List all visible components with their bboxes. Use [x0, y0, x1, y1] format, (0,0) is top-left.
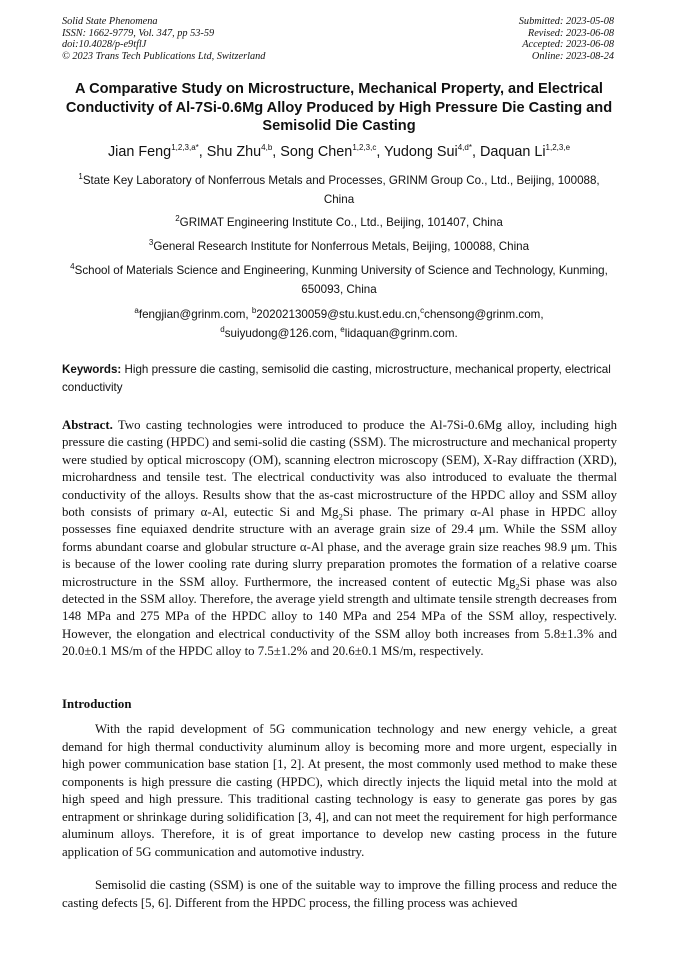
subscript: 2	[338, 511, 343, 522]
author-affiliation-marker: 4,d*	[457, 143, 472, 153]
affiliation-marker: 2	[175, 214, 180, 224]
online-date: Online: 2023-08-24	[531, 50, 614, 62]
email[interactable]: 20202130059@stu.kust.edu.cn,	[256, 308, 421, 321]
affiliation-2	[62, 214, 616, 233]
author-affiliation-marker: 4,b	[261, 143, 273, 153]
email[interactable]: lidaquan@grinm.com.	[344, 326, 458, 340]
affiliation-marker: 1	[78, 172, 83, 182]
dates-info	[519, 16, 614, 62]
email-marker: d	[220, 324, 225, 334]
accepted-date: Accepted: 2023-06-08	[522, 39, 614, 51]
abstract-label: Abstract.	[62, 418, 113, 432]
author-name: Shu Zhu	[206, 144, 262, 160]
author-list: Jian Feng$^{1,2,3,a*}$, Shu Zhu$^{4,b}$, Song Chen$^{1,2,3,c}$, Yudong Sui$^{4,d*}$, Daquan Li$^{1,2,3,e}$	[107, 143, 571, 160]
keywords-label: Keywords:	[62, 363, 122, 376]
journal-info	[62, 16, 265, 62]
email-marker: c	[420, 306, 425, 316]
journal-name: Solid State Phenomena	[62, 16, 158, 27]
abstract-text: Si phase was also detected in the SSM alloy. Therefore, the average yield strength and ultimate tensile strength decreases from 148 MPa and 275 MPa of the HPDC alloy to 140 MPa and 254 MPa of the SSM alloy, respectively. However, the elongation and electrical conductivity of the SSM alloy both increases from 5.8±1.3% and 20.0±0.1 MS/m of the HPDC alloy to 7.5±1.2% and 20.6±0.1 MS/m, respectively.	[62, 574, 618, 659]
email[interactable]: chensong@grinm.com,	[424, 308, 544, 321]
keywords	[62, 361, 617, 397]
affiliation-text: School of Materials Science and Engineering, Kunming University of Science and Technology, Kunming, 650093, China	[74, 264, 608, 296]
affiliation-text: General Research Institute for Nonferrous Metals, Beijing, 100088, China	[153, 240, 530, 253]
affiliation-3	[62, 238, 616, 257]
email[interactable]: fengjian@grinm.com,	[138, 308, 252, 321]
email-marker: b	[251, 306, 257, 316]
author-name: Daquan Li	[479, 144, 546, 160]
subscript: 2	[515, 581, 520, 592]
section-heading: Introduction	[62, 697, 132, 711]
affiliation-1	[62, 172, 616, 209]
submitted-date: Submitted: 2023-05-08	[518, 16, 614, 27]
affiliation-text: State Key Laboratory of Nonferrous Metals and Processes, GRINM Group Co., Ltd., Beijing, 100088, China	[82, 174, 600, 206]
email-list	[62, 306, 616, 343]
affiliation-marker: 4	[70, 262, 75, 272]
author-affiliation-marker: 1,2,3,e	[545, 143, 571, 153]
abstract	[62, 417, 617, 661]
author-affiliation-marker: 1,2,3,a*	[171, 143, 199, 153]
affiliation-text: GRIMAT Engineering Institute Co., Ltd., Beijing, 101407, China	[179, 216, 503, 229]
affiliation-4	[62, 262, 616, 299]
revised-date: Revised: 2023-06-08	[527, 27, 614, 39]
email-marker: e	[340, 324, 345, 334]
body-paragraph: Semisolid die casting (SSM) is one of the suitable way to improve the filling process and reduce the casting defects [5, 6]. Different from the HPDC process, the filling process was achieved	[62, 878, 617, 910]
keywords-text: High pressure die casting, semisolid die casting, microstructure, mechanical property, electrical conductivity	[62, 363, 611, 395]
author-affiliation-marker: 1,2,3,c	[352, 143, 377, 153]
author-name: Song Chen	[280, 144, 353, 160]
issn-volume: ISSN: 1662-9779, Vol. 347, pp 53-59	[62, 27, 215, 39]
copyright: © 2023 Trans Tech Publications Ltd, Switzerland	[62, 50, 266, 62]
email-marker: a	[134, 306, 139, 316]
body-paragraph: With the rapid development of 5G communication technology and new energy vehicle, a great demand for high thermal conductivity aluminum alloy is becoming more and more urgent, especially in high power communication base station [1, 2]. At present, the most commonly used method to make these components is high pressure die casting (HPDC), which directly injects the liquid metal into the mold at high speed and high pressure. This traditional casting technology is easy to generate gas pores by gas entrapment or shrinkage during solidification [3, 4], and can not meet the requirement for high performance aluminum alloys. Therefore, it is of great importance to develop new casting process in the future application of 5G communication and automotive industry.	[62, 722, 617, 859]
affiliation-marker: 3	[148, 238, 154, 248]
abstract-text: Two casting technologies were introduced to produce the Al-7Si-0.6Mg alloy, including high pressure die casting (HPDC) and semi-solid die casting (SSM). The microstructure and mechanical property were studied by optical microscopy (OM), scanning electron microscopy (SEM), X-Ray diffraction (XRD), microhardness and tensile test. The electrical conductivity was also introduced to evaluate the thermal conductivity of the alloys. Results show that the as-cast microstructure of the HPDC alloy and SSM alloy both consists of primary α-Al, eutectic Si and Mg	[62, 418, 617, 520]
doi[interactable]: doi:10.4028/p-e9tflJ	[62, 39, 147, 51]
email[interactable]: suiyudong@126.com,	[224, 326, 341, 340]
abstract-text: Si phase. The primary α-Al phase in HPDC alloy possesses fine equiaxed dendrite structure with an average grain size of 29.4 μm. While the SSM alloy forms abundant coarse and globular structure α-Al phase, and the average grain size reaches 98.9 μm. This is because of the lower cooling rate during slurry preparation promotes the formation of a relative coarse microstructure in the SSM alloy. Furthermore, the increased content of eutectic Mg	[62, 505, 617, 589]
author-name: Yudong Sui	[384, 144, 458, 160]
author-name: Jian Feng	[107, 144, 172, 160]
paper-title: A Comparative Study on Microstructure, Mechanical Property, and Electrical Conductivity of Al-7Si-0.6Mg Alloy Produced by High Pressure Die Casting and Semisolid Die Casting	[65, 81, 613, 135]
